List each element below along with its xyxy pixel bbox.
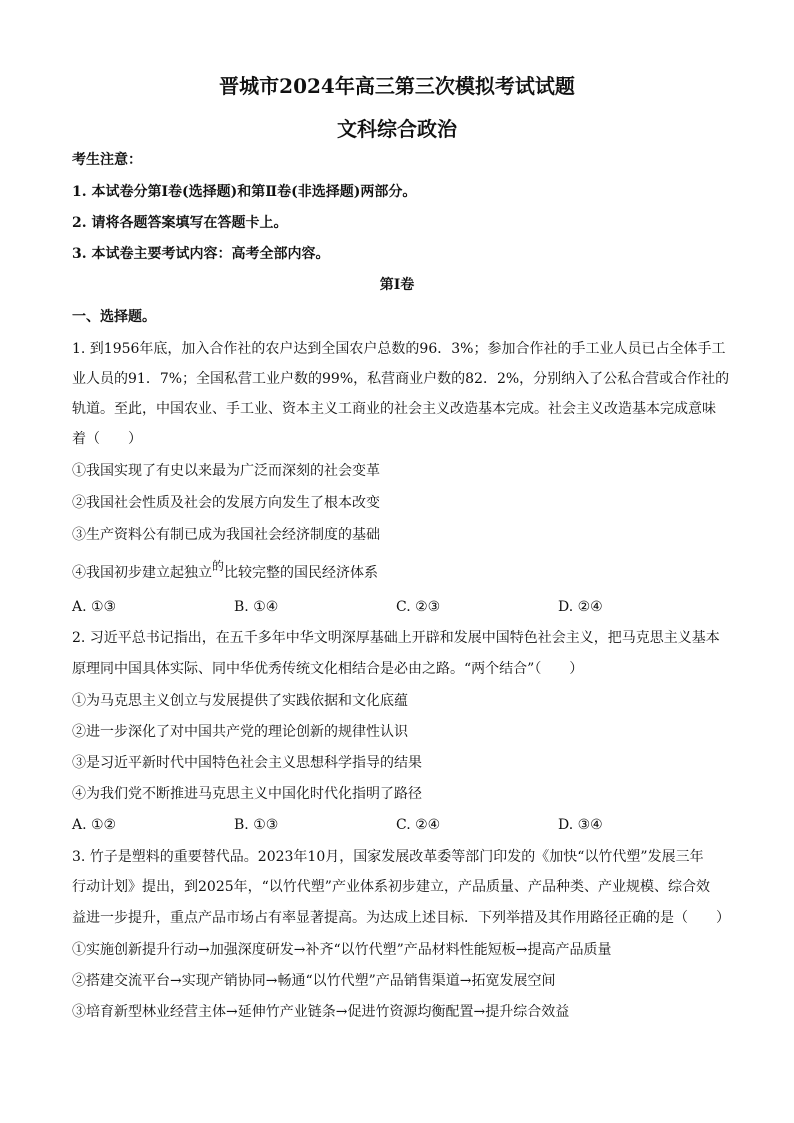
q1-option-a: A. ①③ <box>72 599 117 615</box>
q1-statement-1: ①我国实现了有史以来最为广泛而深刻的社会变革 <box>72 463 380 479</box>
q2-option-c: C. ②④ <box>396 817 441 833</box>
q2-statement-3: ③是习近平新时代中国特色社会主义思想科学指导的结果 <box>72 755 422 771</box>
part-heading: 一、选择题。 <box>72 309 156 325</box>
q1-stem-line: 轨道。至此，中国农业、手工业、资本主义工商业的社会主义改造基本完成。社会主义改造基本完成意味 <box>72 401 716 417</box>
q1-stem-line: 着（ ） <box>72 431 142 447</box>
q2-option-a: A. ①② <box>72 817 117 833</box>
notice-item-1: 1. 本试卷分第Ⅰ卷(选择题)和第Ⅱ卷(非选择题)两部分。 <box>72 184 417 200</box>
q3-statement-2: ②搭建交流平台→实现产销协同→畅通“以竹代塑”产品销售渠道→拓宽发展空间 <box>72 973 556 989</box>
q1-statement-4-part-b: 比较完整的国民经济体系 <box>224 565 379 581</box>
q1-stem-line: 1. 到1956年底，加入合作社的农户达到全国农户总数的96．3%；参加合作社的手工业人员已占全体手工 <box>72 341 726 357</box>
q1-statement-4 <box>72 559 728 583</box>
q2-option-d: D. ③④ <box>558 817 603 833</box>
q1-statement-4-superscript: 的 <box>212 559 225 573</box>
q3-statement-1: ①实施创新提升行动→加强深度研发→补齐“以竹代塑”产品材料性能短板→提高产品质量 <box>72 942 612 958</box>
q1-statement-4-part-a: ④我国初步建立起独立 <box>72 565 212 581</box>
q2-statement-2: ②进一步深化了对中国共产党的理论创新的规律性认识 <box>72 724 408 740</box>
q2-options <box>72 815 728 835</box>
notice-item-2: 2. 请将各题答案填写在答题卡上。 <box>72 215 288 231</box>
q3-stem-line: 益进一步提升，重点产品市场占有率显著提高。为达成上述目标．下列举措及其作用路径正确的是（ ） <box>72 910 730 926</box>
q1-stem-line: 业人员的91．7%；全国私营工业户数的99%，私营商业户数的82．2%，分别纳入了公私合营或合作社的 <box>72 371 730 387</box>
q3-stem-line: 3. 竹子是塑料的重要替代品。2023年10月，国家发展改革委等部门印发的《加快“以竹代塑”发展三年 <box>72 849 704 865</box>
q2-option-b: B. ①③ <box>234 817 279 833</box>
volume-heading: 第Ⅰ卷 <box>379 277 415 293</box>
q1-statement-2: ②我国社会性质及社会的发展方向发生了根本改变 <box>72 495 380 511</box>
q2-stem-line: 原理同中国具体实际、同中华优秀传统文化相结合是必由之路。“两个结合”（ ） <box>72 661 584 677</box>
notice-item-3: 3. 本试卷主要考试内容：高考全部内容。 <box>72 246 330 262</box>
q1-options <box>72 597 728 617</box>
q2-stem-line: 2. 习近平总书记指出，在五千多年中华文明深厚基础上开辟和发展中国特色社会主义，把马克思主义基本 <box>72 630 720 646</box>
exam-subtitle: 文科综合政治 <box>337 117 457 141</box>
exam-title: 晋城市2024年高三第三次模拟考试试题 <box>219 74 575 98</box>
notice-heading: 考生注意： <box>72 152 142 168</box>
q1-option-c: C. ②③ <box>396 599 441 615</box>
q3-statement-3: ③培育新型林业经营主体→延伸竹产业链条→促进竹资源均衡配置→提升综合效益 <box>72 1004 570 1020</box>
q3-stem-line: 行动计划》提出，到2025年，“以竹代塑”产业体系初步建立，产品质量、产品种类、产业规模、综合效 <box>72 879 710 895</box>
q2-statement-4: ④为我们党不断推进马克思主义中国化时代化指明了路径 <box>72 786 422 802</box>
q1-option-d: D. ②④ <box>558 599 603 615</box>
q2-statement-1: ①为马克思主义创立与发展提供了实践依据和文化底蕴 <box>72 693 408 709</box>
q1-option-b: B. ①④ <box>234 599 279 615</box>
q1-statement-3: ③生产资料公有制已成为我国社会经济制度的基础 <box>72 527 380 543</box>
